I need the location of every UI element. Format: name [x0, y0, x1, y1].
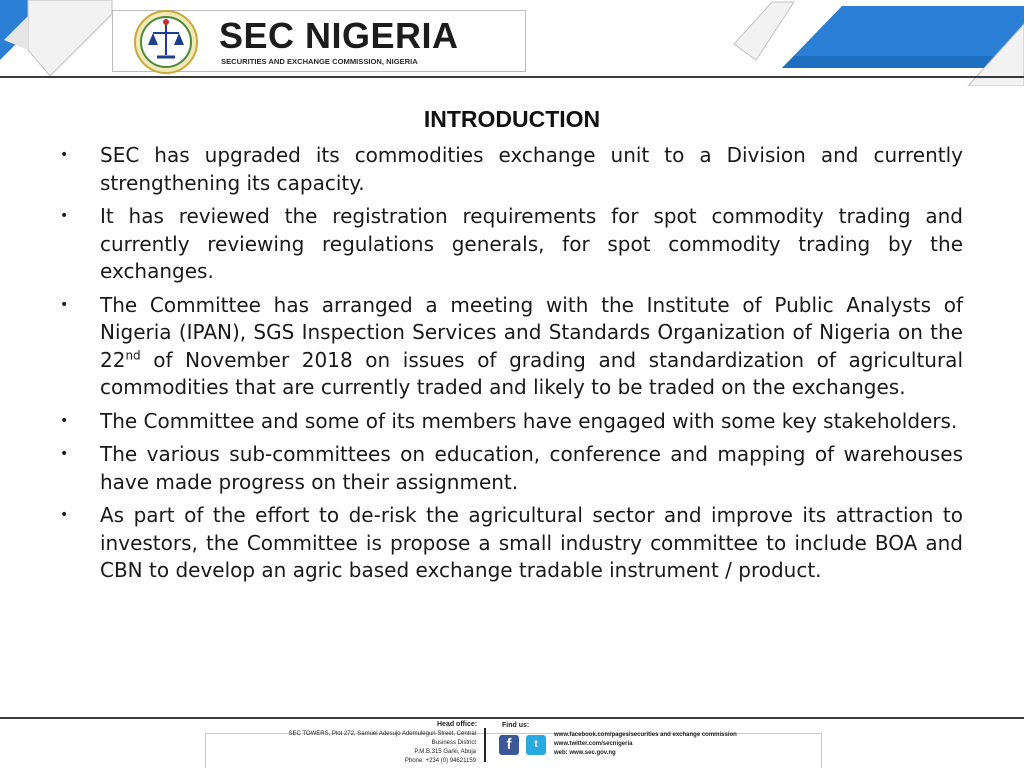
header-banner: [0, 0, 1024, 86]
bullet-text: SEC has upgraded its commodities exchange unit to a Division and currently strengthening its capacity.: [100, 143, 963, 195]
find-us-label: Find us:: [502, 722, 530, 729]
bullet-text: The various sub-committees on education, conference and mapping of warehouses have made progress on their assignment.: [100, 442, 963, 494]
facebook-icon[interactable]: f: [499, 735, 519, 755]
address-line: Phone: +234 (0) 94621159: [404, 758, 476, 764]
bullet-text: [100, 293, 963, 400]
bullet-dot-icon: •: [60, 147, 69, 163]
bullet-item: [58, 441, 963, 496]
sec-seal-icon: [133, 9, 199, 75]
left-decorative-stripe: [0, 0, 130, 86]
bullet-item: [58, 408, 963, 436]
twitter-link[interactable]: www.twitter.com/secnigeria: [554, 741, 633, 747]
head-office-address: [270, 730, 476, 766]
head-office-label: Head office:: [437, 721, 478, 728]
bullet-dot-icon: •: [60, 446, 69, 462]
ordinal-suffix: nd: [125, 347, 141, 362]
address-line: P.M.B.315 Garki, Abuja: [414, 749, 476, 755]
facebook-link[interactable]: www.facebook.com/pages/securities and exchange commission: [554, 732, 737, 738]
bullet-item: [58, 203, 963, 286]
bullet-dot-icon: •: [60, 412, 69, 429]
bullet-item: [58, 502, 963, 585]
footer-vertical-divider: [484, 728, 486, 762]
twitter-icon[interactable]: t: [526, 735, 546, 755]
website-link[interactable]: web: www.sec.gov.ng: [554, 750, 616, 756]
bullet-dot-icon: •: [60, 507, 69, 523]
bullet-dot-icon: •: [60, 208, 69, 224]
bullet-item: [58, 292, 963, 402]
slide-title: INTRODUCTION: [423, 106, 601, 132]
bullet-text: As part of the effort to de-risk the agricultural sector and improve its attraction to investors, the Committee is propose a small industry committee to include BOA and CBN to develop an agric based exchange tradable instrument / product.: [100, 503, 963, 582]
right-decorative-stripe: [724, 0, 1024, 86]
bullet-text-part: The Committee has arranged a meeting with the Institute of Public Analysts of Nigeria (IPAN), SGS Inspection Services and Standards Organization of Nigeria on the 22: [100, 292, 963, 372]
bullet-text-part: of November 2018 on issues of grading and standardization of agricultural commodities that are currently traded and likely to be traded on the exchanges.: [100, 347, 963, 399]
brand-title: SEC NIGERIA: [219, 15, 459, 56]
address-line: Business District: [431, 740, 476, 746]
bullet-list: [58, 142, 963, 591]
bullet-text: The Committee and some of its members have engaged with some key stakeholders.: [100, 408, 958, 433]
bullet-text: It has reviewed the registration requirements for spot commodity trading and currently reviewing regulations generals, for spot commodity trading by the exchanges.: [100, 204, 963, 283]
address-line: SEC TOWERS, Plot 272, Samuel Adesujo Ademulegun Street, Central: [288, 731, 476, 737]
header-divider: [0, 76, 1024, 78]
logo-box: [112, 10, 526, 72]
footer-divider: [0, 717, 1024, 719]
brand-subtitle: SECURITIES AND EXCHANGE COMMISSION, NIGERIA: [221, 57, 418, 66]
bullet-dot-icon: •: [60, 296, 69, 313]
bullet-item: [58, 142, 963, 197]
contact-links: [554, 731, 737, 758]
